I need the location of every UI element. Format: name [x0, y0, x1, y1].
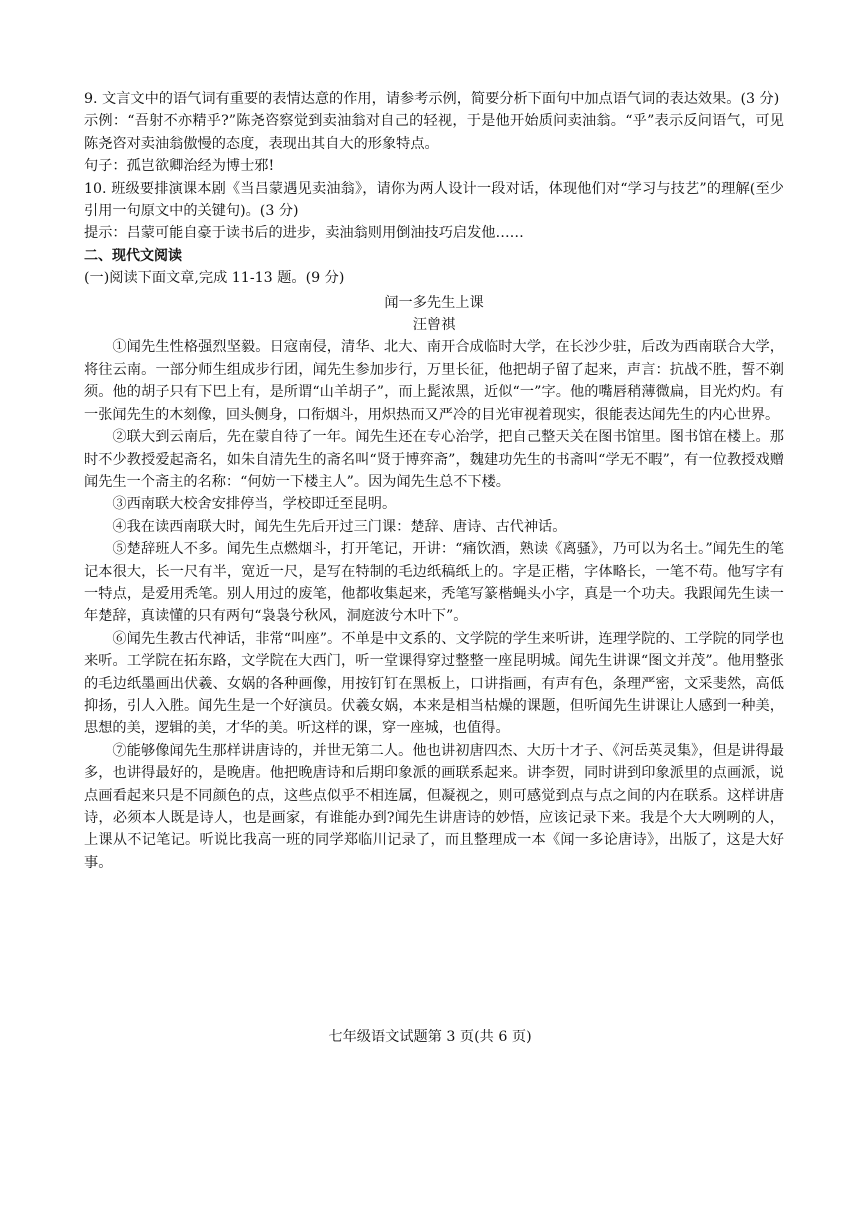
question-9: 9. 文言文中的语气词有重要的表情达意的作用，请参考示例，简要分析下面句中加点语气词的表达效果。(3 分)	[84, 91, 780, 107]
question-10: 10. 班级要排演课本剧《当吕蒙遇见卖油翁》，请你为两人设计一段对话，体现他们对“学习与技艺”的理解(至少引用一句原文中的关键句)。(3 分)	[84, 180, 784, 220]
question-10-hint: 提示：吕蒙可能自豪于读书后的进步，卖油翁则用倒油技巧启发他……	[84, 225, 524, 242]
article-paragraph: ⑤楚辞班人不多。闻先生点燃烟斗，打开笔记，开讲：“痛饮酒，熟读《离骚》，乃可以为名士。”闻先生的笔记本很大，长一尺有半，宽近一尺，是写在特制的毛边纸稿纸上的。字是正楷，字体略长，一笔不苟。他写字有一特点，是爱用秃笔。别人用过的废笔，他都收集起来，秃笔写篆楷蝇头小字，真是一个功夫。我跟闻先生读一年楚辞，真读懂的只有两句“袅袅兮秋风，洞庭波兮木叶下”。	[84, 541, 784, 625]
article-author: 汪曾祺	[412, 317, 456, 334]
article-paragraph: ⑦能够像闻先生那样讲唐诗的，并世无第二人。他也讲初唐四杰、大历十才子、《河岳英灵集》，但是讲得最多，也讲得最好的，是晚唐。他把晚唐诗和后期印象派的画联系起来。讲李贺，同时讲到印象派里的点画派，说点画看起来只是不同颜色的点，这些点似乎不相连属，但凝视之，则可感觉到点与点之间的内在联系。这样讲唐诗，必须本人既是诗人，也是画家，有谁能办到?闻先生讲唐诗的妙悟，应该记录下来。我是个大大咧咧的人，上课从不记笔记。听说比我高一班的同学郑临川记录了，而且整理成一本《闻一多论唐诗》，出版了，这是大好事。	[84, 742, 784, 871]
exam-page-content	[84, 88, 784, 874]
article-paragraph: ③西南联大校舍安排停当，学校即迁至昆明。	[112, 496, 397, 513]
article-paragraph: ②联大到云南后，先在蒙自待了一年。闻先生还在专心治学，把自己整天关在图书馆里。图书馆在楼上。那时不少教授爱起斋名，如朱自清先生的斋名叫“贤于博弈斋”，魏建功先生的书斋叫“学无不暇”，有一位教授戏赠闻先生一个斋主的名称：“何妨一下楼主人”。因为闻先生总不下楼。	[84, 429, 784, 490]
article-paragraph: ⑥闻先生教古代神话，非常“叫座”。不单是中文系的、文学院的学生来听讲，连理学院的、工学院的同学也来听。工学院在拓东路，文学院在大西门，听一堂课得穿过整整一座昆明城。闻先生讲课“图文并茂”。他用整张的毛边纸墨画出伏羲、女娲的各种画像，用按钉钉在黑板上，口讲指画，有声有色，条理严密，文采斐然，高低抑扬，引人入胜。闻先生是一个好演员。伏羲女娲，本来是相当枯燥的课题，但听闻先生讲课让人感到一种美，思想的美，逻辑的美，才华的美。听这样的课，穿一座城，也值得。	[84, 630, 784, 737]
section-instruction: (一)阅读下面文章,完成 11-13 题。(9 分)	[84, 270, 345, 287]
section-heading: 二、现代文阅读	[84, 247, 182, 264]
article-paragraph: ①闻先生性格强烈坚毅。日寇南侵，清华、北大、南开合成临时大学，在长沙少驻，后改为西南联合大学，将往云南。一部分师生组成步行团，闻先生参加步行，万里长征，他把胡子留了起来，声言：抗战不胜，誓不剃须。他的胡子只有下巴上有，是所谓“山羊胡子”，而上髭浓黑，近似“一”字。他的嘴唇稍薄微扁，目光灼灼。有一张闻先生的木刻像，回头侧身，口衔烟斗，用炽热而又严冷的目光审视着现实，很能表达闻先生的内心世界。	[84, 339, 784, 423]
question-9-example: 示例：“吾射不亦精乎?”陈尧咨察觉到卖油翁对自己的轻视，于是他开始质问卖油翁。“乎”表示反问语气，可见陈尧咨对卖油翁傲慢的态度，表现出其自大的形象特点。	[84, 113, 784, 152]
article-paragraph: ④我在读西南联大时，闻先生先后开过三门课：楚辞、唐诗、古代神话。	[112, 518, 567, 535]
article-title: 闻一多先生上课	[384, 294, 484, 311]
question-9-sentence: 句子：孤岂欲卿治经为博士邪!	[84, 158, 275, 175]
page-footer: 七年级语文试题第 3 页(共 6 页)	[328, 1029, 532, 1045]
